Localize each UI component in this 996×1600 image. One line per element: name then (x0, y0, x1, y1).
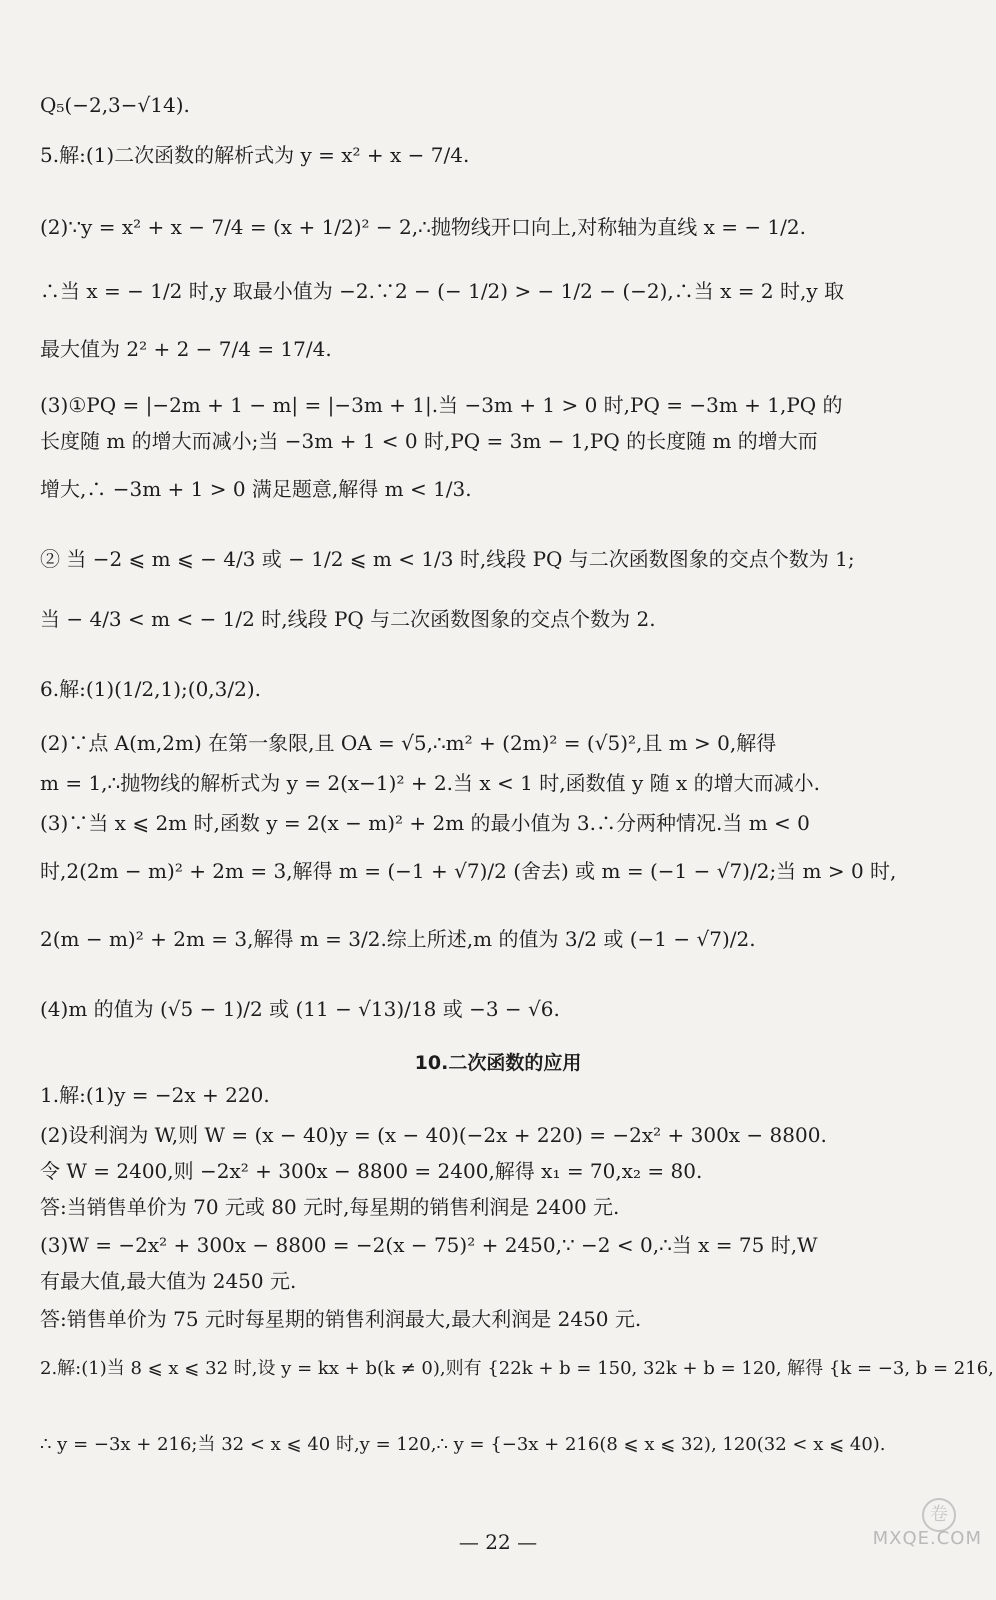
text-line: (3)①PQ = |−2m + 1 − m| = |−3m + 1|.当 −3m + 1 > 0 时,PQ = −3m + 1,PQ 的 (40, 393, 843, 417)
text-line: 答:销售单价为 75 元时每星期的销售利润最大,最大利润是 2450 元. (40, 1307, 642, 1331)
text-line: 最大值为 2² + 2 − 7/4 = 17/4. (40, 337, 332, 361)
text-line: Q₅(−2,3−√14). (40, 93, 190, 117)
text-line: 时,2(2m − m)² + 2m = 3,解得 m = (−1 + √7)/2 (舍去) 或 m = (−1 − √7)/2;当 m > 0 时, (40, 859, 897, 883)
text-line: ② 当 −2 ⩽ m ⩽ − 4/3 或 − 1/2 ⩽ m < 1/3 时,线段 PQ 与二次函数图象的交点个数为 1; (40, 547, 855, 571)
text-line: ∴ y = −3x + 216;当 32 < x ⩽ 40 时,y = 120,∴ y = {−3x + 216(8 ⩽ x ⩽ 32), 120(32 < x ⩽ 40). (40, 1434, 886, 1455)
text-line: 长度随 m 的增大而减小;当 −3m + 1 < 0 时,PQ = 3m − 1,PQ 的长度随 m 的增大而 (40, 429, 818, 453)
text-line: 6.解:(1)(1/2,1);(0,3/2). (40, 677, 261, 701)
text-line: 有最大值,最大值为 2450 元. (40, 1269, 297, 1293)
text-line: m = 1,∴抛物线的解析式为 y = 2(x−1)² + 2.当 x < 1 时,函数值 y 随 x 的增大而减小. (40, 771, 820, 795)
text-line: 2(m − m)² + 2m = 3,解得 m = 3/2.综上所述,m 的值为 3/2 或 (−1 − √7)/2. (40, 927, 756, 951)
section-title: 10.二次函数的应用 (414, 1052, 582, 1074)
text-line: (4)m 的值为 (√5 − 1)/2 或 (11 − √13)/18 或 −3 − √6. (40, 997, 560, 1021)
text-line: 2.解:(1)当 8 ⩽ x ⩽ 32 时,设 y = kx + b(k ≠ 0),则有 {22k + b = 150, 32k + b = 120, 解得 {k = −3, b = 216, (40, 1358, 994, 1379)
text-line: 当 − 4/3 < m < − 1/2 时,线段 PQ 与二次函数图象的交点个数为 2. (40, 607, 656, 631)
watermark-text: MXQE.COM (872, 1528, 982, 1549)
text-line: (3)W = −2x² + 300x − 8800 = −2(x − 75)² + 2450,∵ −2 < 0,∴当 x = 75 时,W (40, 1233, 818, 1257)
text-line: 5.解:(1)二次函数的解析式为 y = x² + x − 7/4. (40, 143, 470, 167)
text-line: 1.解:(1)y = −2x + 220. (40, 1083, 270, 1107)
text-line: (2)∵y = x² + x − 7/4 = (x + 1/2)² − 2,∴抛物线开口向上,对称轴为直线 x = − 1/2. (40, 215, 806, 239)
text-line: (2)∵点 A(m,2m) 在第一象限,且 OA = √5,∴m² + (2m)² = (√5)²,且 m > 0,解得 (40, 731, 777, 755)
text-line: 令 W = 2400,则 −2x² + 300x − 8800 = 2400,解得 x₁ = 70,x₂ = 80. (40, 1159, 703, 1183)
watermark-badge: 卷 (922, 1498, 956, 1532)
text-line: (3)∵当 x ⩽ 2m 时,函数 y = 2(x − m)² + 2m 的最小值为 3.∴分两种情况.当 m < 0 (40, 811, 810, 835)
text-line: ∴当 x = − 1/2 时,y 取最小值为 −2.∵2 − (− 1/2) > − 1/2 − (−2),∴当 x = 2 时,y 取 (40, 279, 844, 303)
text-line: 答:当销售单价为 70 元或 80 元时,每星期的销售利润是 2400 元. (40, 1195, 620, 1219)
text-line: 增大,∴ −3m + 1 > 0 满足题意,解得 m < 1/3. (40, 477, 472, 501)
text-line: (2)设利润为 W,则 W = (x − 40)y = (x − 40)(−2x + 220) = −2x² + 300x − 8800. (40, 1123, 827, 1147)
page-number: — 22 — (458, 1530, 538, 1554)
